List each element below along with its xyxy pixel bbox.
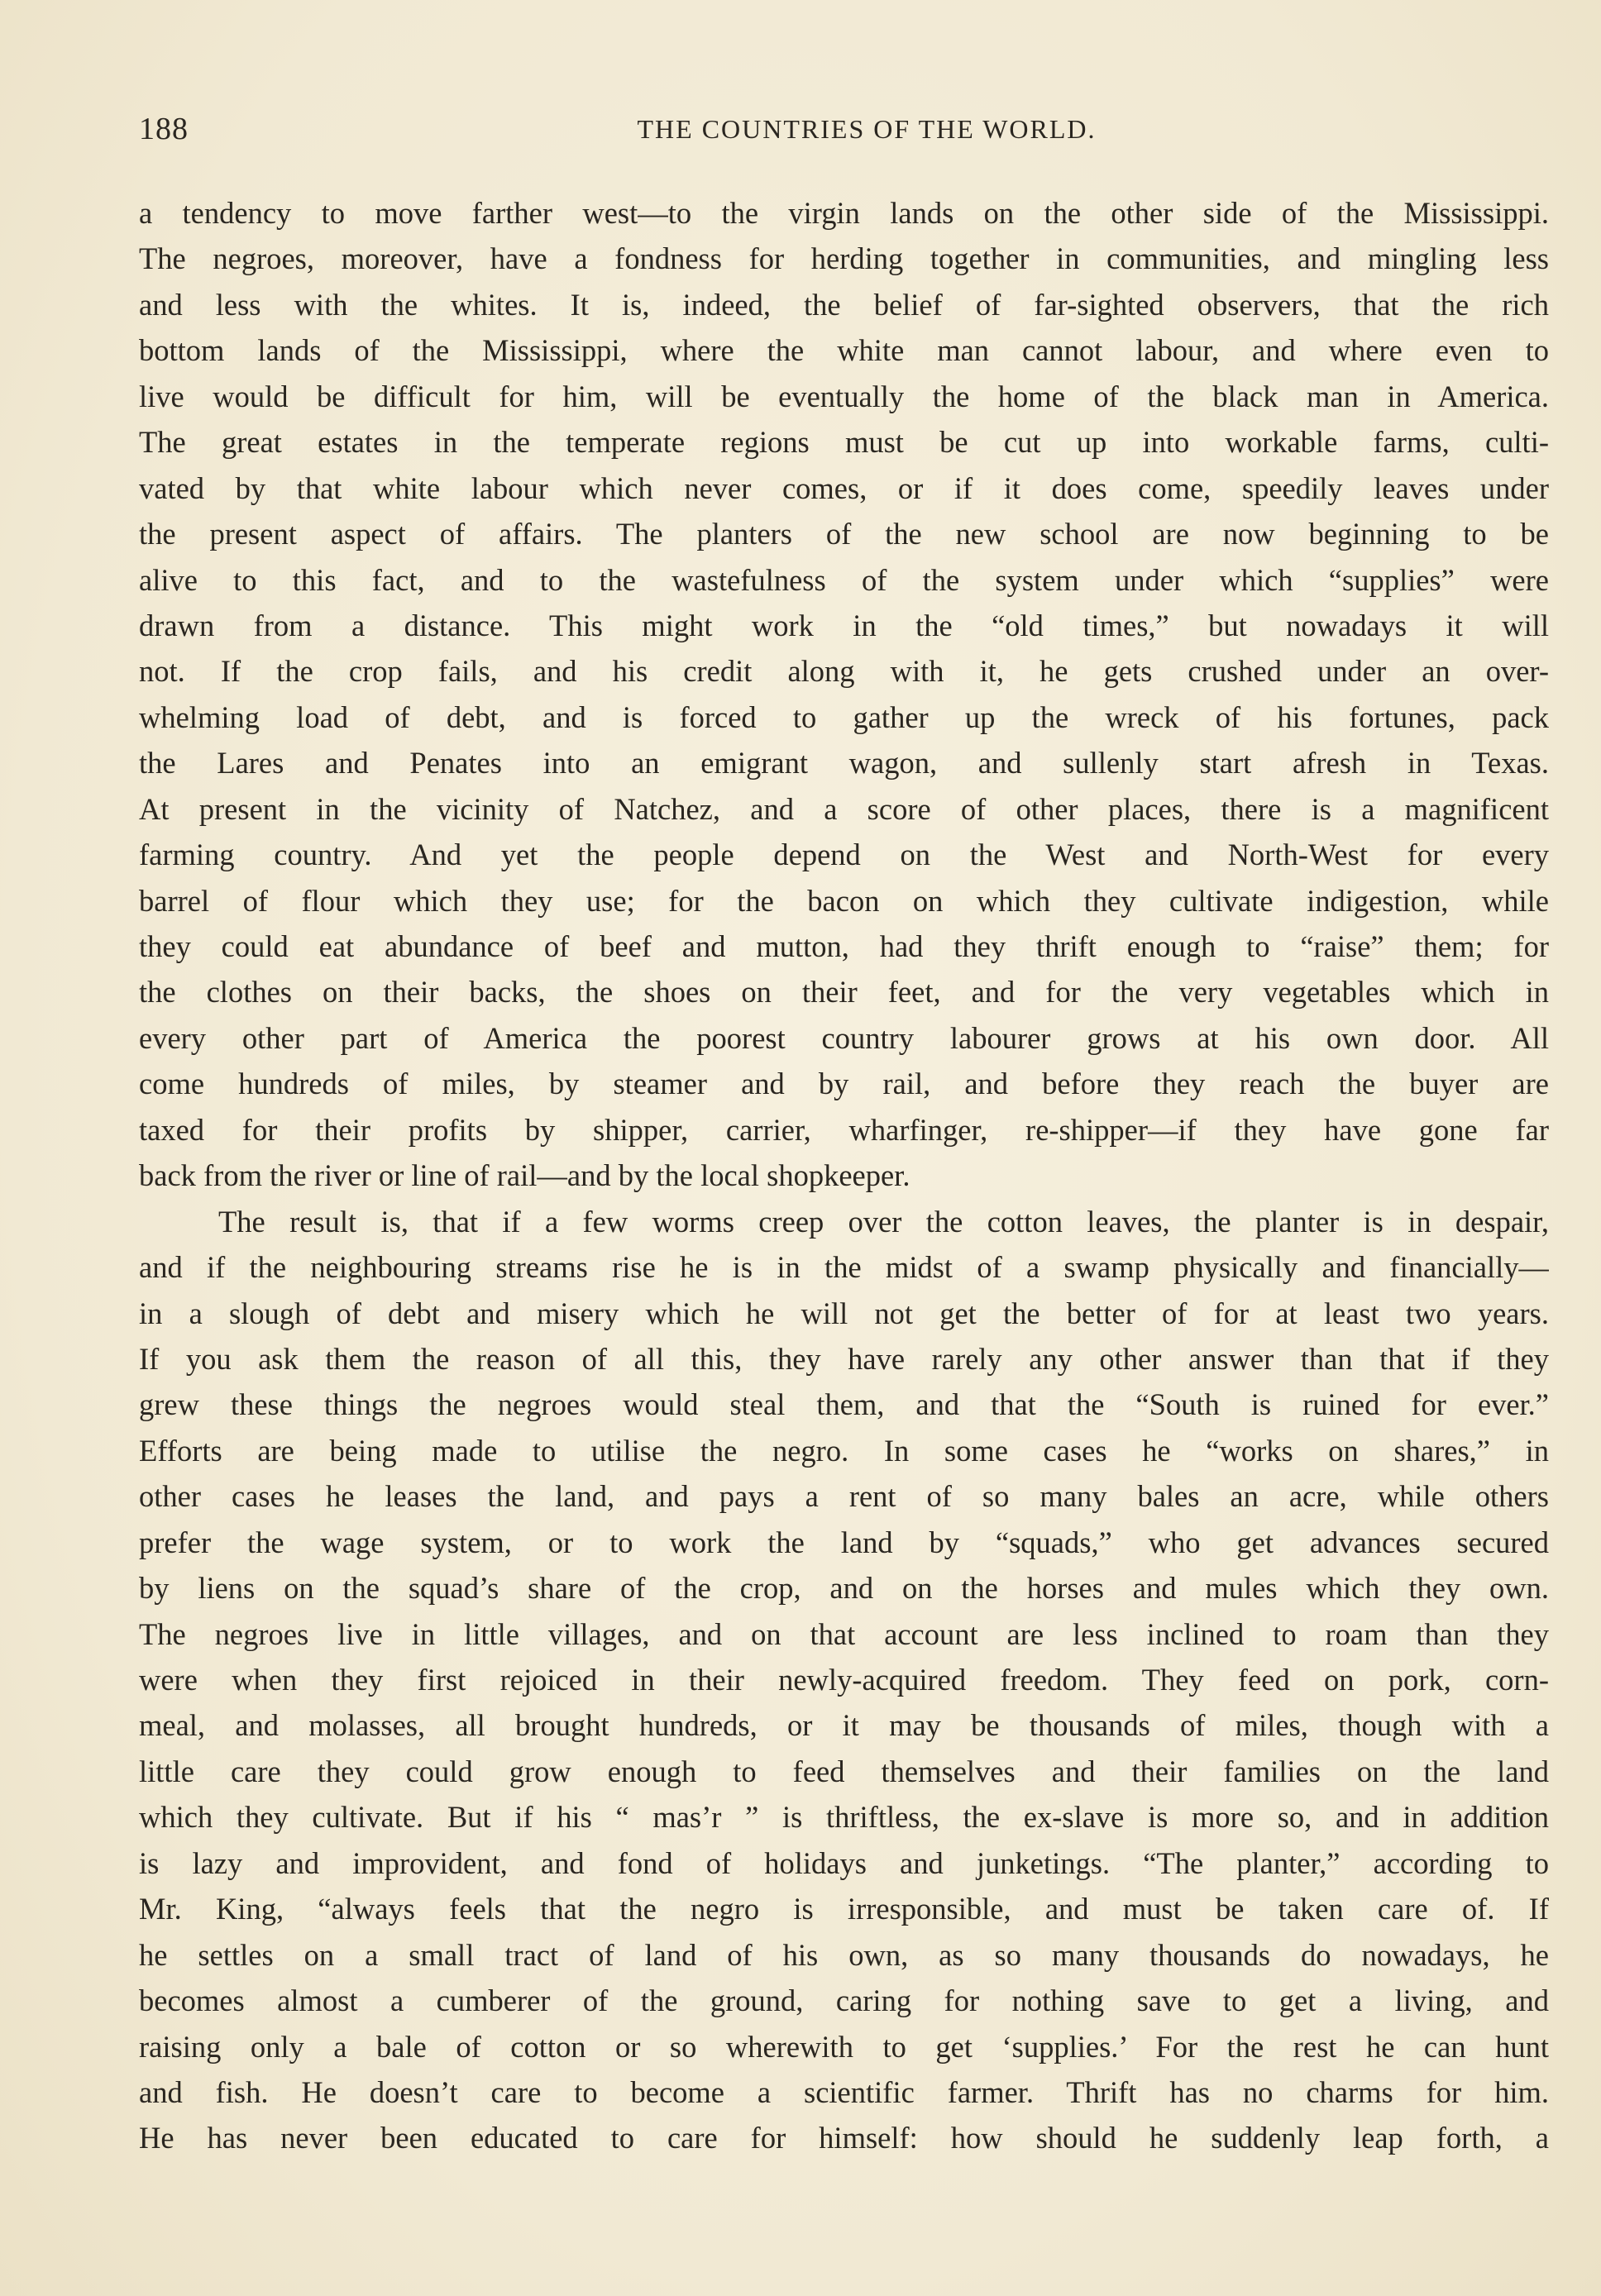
text-line: not. If the crop fails, and his credit along with it, he gets crushed under an over- [139,654,1549,689]
text-line: barrel of flour which they use; for the bacon on which they cultivate indigestion, while [139,883,1549,918]
text-line: and fish. He doesn’t care to become a scientific farmer. Thrift has no charms for him. [139,2074,1549,2109]
body-text [139,190,1549,2161]
text-line: whelming load of debt, and is forced to gather up the wreck of his fortunes, pack [139,699,1549,734]
text-line: The result is, that if a few worms creep over the cotton leaves, the planter is in despair, [218,1204,1549,1239]
text-line: raising only a bale of cotton or so wherewith to get ‘supplies.’ For the rest he can hunt [139,2029,1549,2064]
text-line: come hundreds of miles, by steamer and by rail, and before they reach the buyer are [139,1067,1549,1101]
text-line: a tendency to move farther west—to the virgin lands on the other side of the Mississippi. [139,196,1549,230]
text-line: he settles on a small tract of land of his own, as so many thousands do nowadays, he [139,1937,1549,1972]
text-line: farming country. And yet the people depend on the West and North-West for every [139,838,1549,872]
text-line: back from the river or line of rail—and by the local shopkeeper. [139,1158,910,1193]
text-line: little care they could grow enough to feed themselves and their families on the land [139,1754,1549,1788]
text-line: every other part of America the poorest country labourer grows at his own door. All [139,1020,1549,1055]
text-line: prefer the wage system, or to work the land by “squads,” who get advances secured [139,1525,1549,1559]
text-line: drawn from a distance. This might work in the “old times,” but nowadays it will [139,608,1549,642]
text-line: becomes almost a cumberer of the ground, caring for nothing save to get a living, and [139,1983,1549,2018]
text-line: other cases he leases the land, and pays a rent of so many bales an acre, while others [139,1479,1549,1514]
text-line: The great estates in the temperate regions must be cut up into workable farms, culti- [139,425,1549,460]
paragraph-2 [139,1199,1549,2161]
paragraph-1 [139,190,1549,1199]
text-line: The negroes, moreover, have a fondness for herding together in communities, and mingling less [139,241,1549,276]
page-header [139,111,1545,152]
text-line: live would be difficult for him, will be eventually the home of the black man in America. [139,379,1549,413]
text-line: He has never been educated to care for himself: how should he suddenly leap forth, a [139,2121,1549,2155]
text-line: If you ask them the reason of all this, they have rarely any other answer than that if they [139,1341,1549,1376]
text-line: and less with the whites. It is, indeed, the belief of far-sighted observers, that the rich [139,287,1549,322]
text-line: they could eat abundance of beef and mutton, had they thrift enough to “raise” them; for [139,929,1549,963]
text-line: the present aspect of affairs. The planters of the new school are now beginning to be [139,517,1549,551]
text-line: bottom lands of the Mississippi, where the white man cannot labour, and where even to [139,333,1549,368]
text-line: alive to this fact, and to the wastefulness of the system under which “supplies” were [139,562,1549,597]
text-line: grew these things the negroes would steal them, and that the “South is ruined for ever.” [139,1387,1549,1422]
text-line: the Lares and Penates into an emigrant wagon, and sullenly start afresh in Texas. [139,746,1549,780]
text-line: The negroes live in little villages, and on that account are less inclined to roam than they [139,1616,1549,1651]
text-line: meal, and molasses, all brought hundreds, or it may be thousands of miles, though with a [139,1708,1549,1743]
running-head: THE COUNTRIES OF THE WORLD. [637,114,1097,144]
text-line: which they cultivate. But if his “ mas’r ” is thriftless, the ex-slave is more so, and in addition [139,1800,1549,1835]
text-line: the clothes on their backs, the shoes on their feet, and for the very vegetables which in [139,975,1549,1010]
text-line: were when they first rejoiced in their newly-acquired freedom. They feed on pork, corn- [139,1663,1549,1697]
text-line: Efforts are being made to utilise the negro. In some cases he “works on shares,” in [139,1433,1549,1468]
text-line: by liens on the squad’s share of the crop, and on the horses and mules which they own. [139,1571,1549,1606]
text-line: vated by that white labour which never comes, or if it does come, speedily leaves under [139,470,1549,505]
text-line: is lazy and improvident, and fond of holidays and junketings. “The planter,” according to [139,1845,1549,1880]
text-line: Mr. King, “always feels that the negro is irresponsible, and must be taken care of. If [139,1892,1549,1926]
text-line: in a slough of debt and misery which he will not get the better of for at least two years. [139,1296,1549,1330]
text-line: taxed for their profits by shipper, carrier, wharfinger, re-shipper—if they have gone far [139,1112,1549,1147]
text-line: and if the neighbouring streams rise he is in the midst of a swamp physically and financially— [139,1250,1549,1285]
page-number: 188 [139,112,189,146]
text-line: At present in the vicinity of Natchez, and a score of other places, there is a magnificent [139,791,1549,826]
